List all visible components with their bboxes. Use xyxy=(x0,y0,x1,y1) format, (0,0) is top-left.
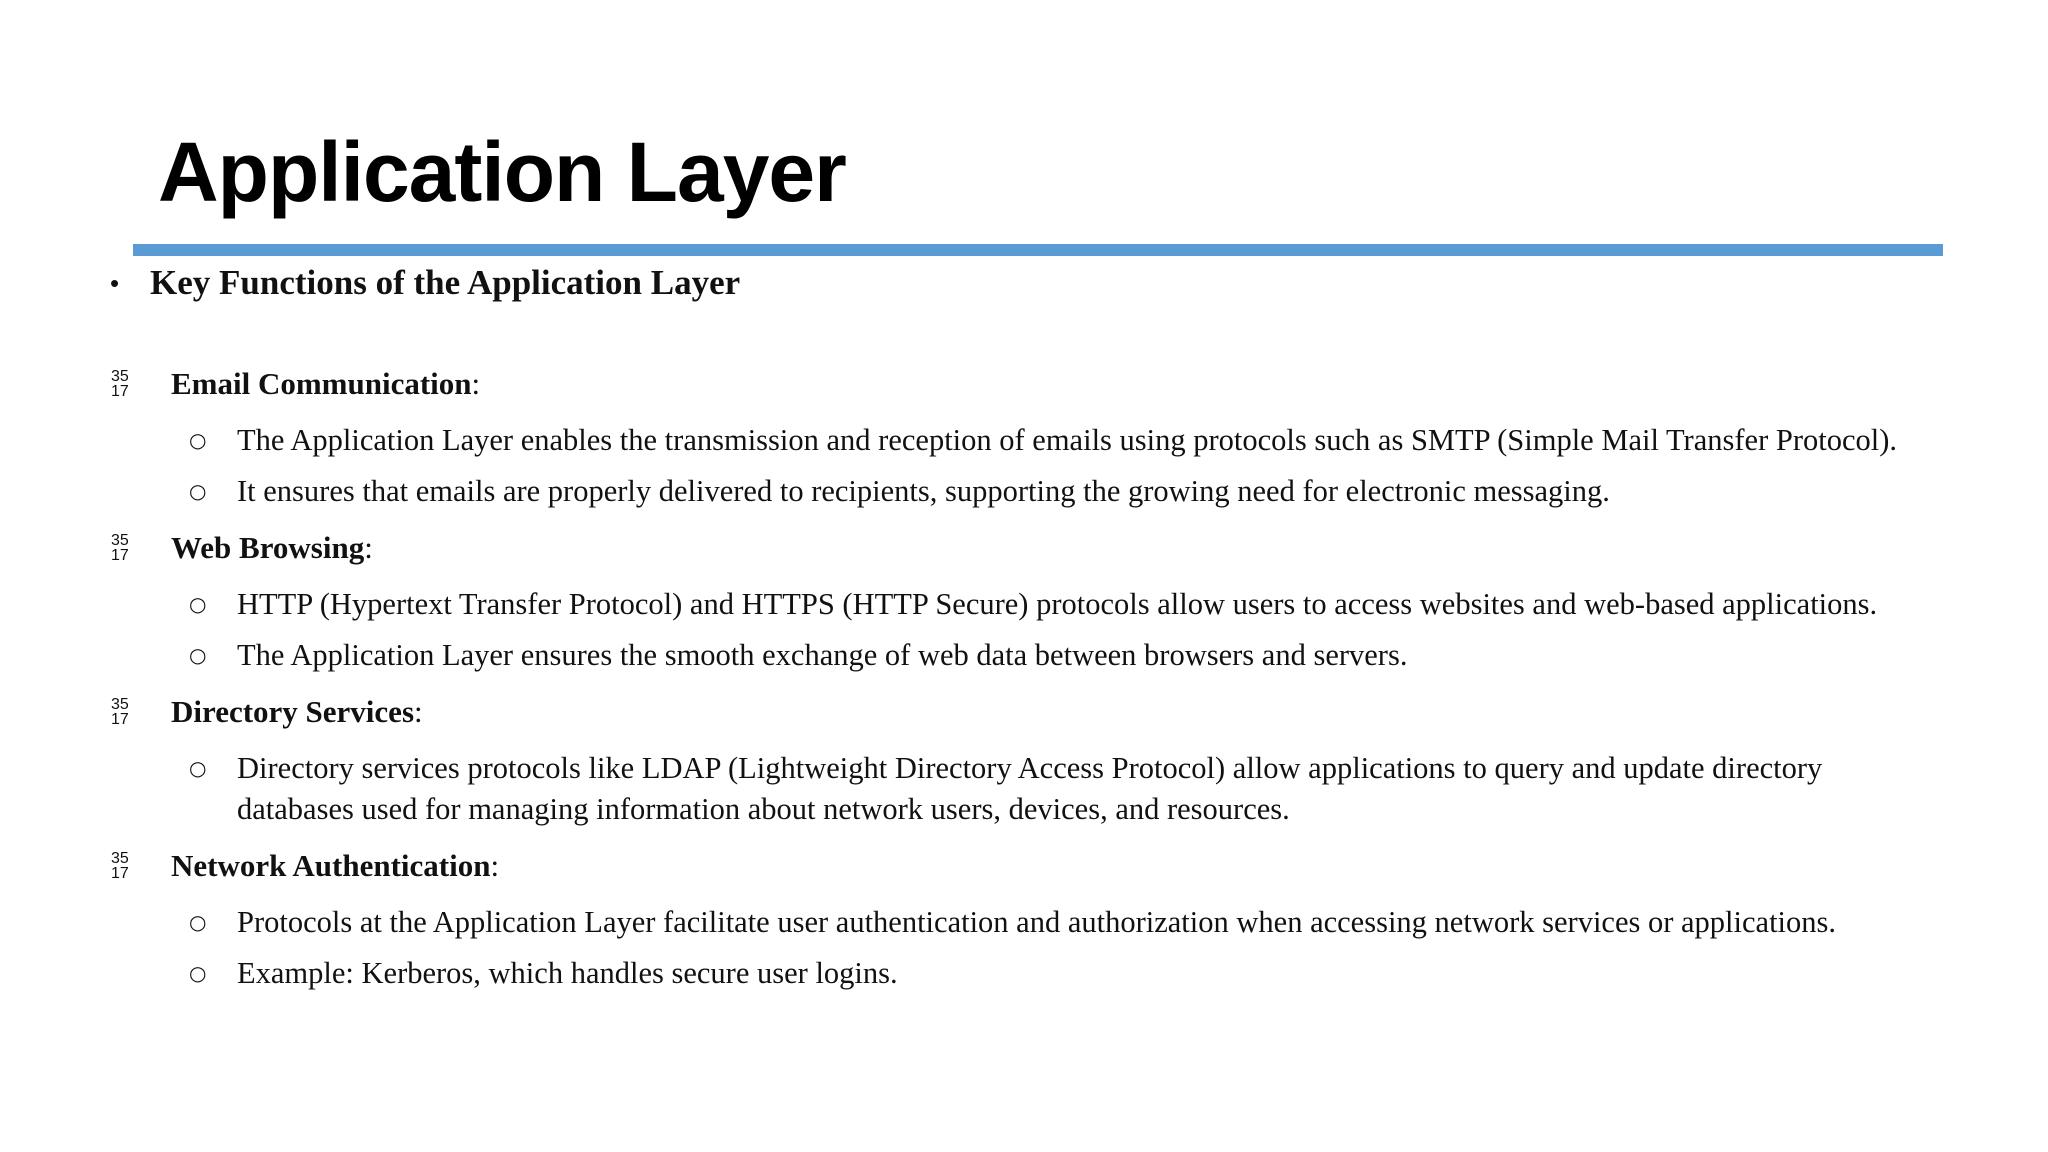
section-email-communication xyxy=(110,358,1910,512)
heading-text: Key Functions of the Application Layer xyxy=(150,263,741,302)
circle-bullet-icon: ○ xyxy=(189,910,207,934)
section-title: Network Authentication: xyxy=(171,848,500,883)
circle-bullet-icon: ○ xyxy=(189,756,207,780)
circle-bullet-icon: ○ xyxy=(189,961,207,985)
circle-bullet-icon: ○ xyxy=(189,643,207,667)
list-item: ○ Protocols at the Application Layer facilitate user authentication and authorization when accessing network services or applications. xyxy=(110,902,1927,943)
list-item: ○ HTTP (Hypertext Transfer Protocol) and HTTPS (HTTP Secure) protocols allow users to access websites and web-based applications. xyxy=(110,584,1927,625)
list-marker-icon: 35 17 xyxy=(111,850,129,882)
slide-title: Application Layer xyxy=(158,125,846,219)
list-marker-icon: 35 17 xyxy=(111,368,129,400)
section-title: Email Communication: xyxy=(171,366,481,401)
list-marker-icon: 35 17 xyxy=(111,696,129,728)
section-title: Directory Services: xyxy=(171,694,423,729)
circle-bullet-icon: ○ xyxy=(189,592,207,616)
bullet-icon: • xyxy=(110,268,120,298)
list-item: ○ It ensures that emails are properly delivered to recipients, supporting the growing need for electronic messaging. xyxy=(110,471,1927,512)
circle-bullet-icon: ○ xyxy=(189,479,207,503)
list-item: ○ Directory services protocols like LDAP (Lightweight Directory Access Protocol) allow applications to query and update directory databases used for managing information about network users, devices, and resources. xyxy=(110,748,1927,830)
list-item: ○ The Application Layer ensures the smooth exchange of web data between browsers and servers. xyxy=(110,635,1927,676)
list-item: ○ Example: Kerberos, which handles secure user logins. xyxy=(110,953,1927,994)
title-underline xyxy=(133,244,1943,256)
functions-list xyxy=(110,358,1910,1004)
list-item: ○ The Application Layer enables the transmission and reception of emails using protocols such as SMTP (Simple Mail Transfer Protocol). xyxy=(110,420,1927,461)
section-directory-services xyxy=(110,686,1910,830)
section-web-browsing xyxy=(110,522,1910,676)
key-functions-heading xyxy=(110,258,740,308)
circle-bullet-icon: ○ xyxy=(189,428,207,452)
section-title: Web Browsing: xyxy=(171,530,373,565)
section-network-authentication xyxy=(110,840,1910,994)
list-marker-icon: 35 17 xyxy=(111,532,129,564)
